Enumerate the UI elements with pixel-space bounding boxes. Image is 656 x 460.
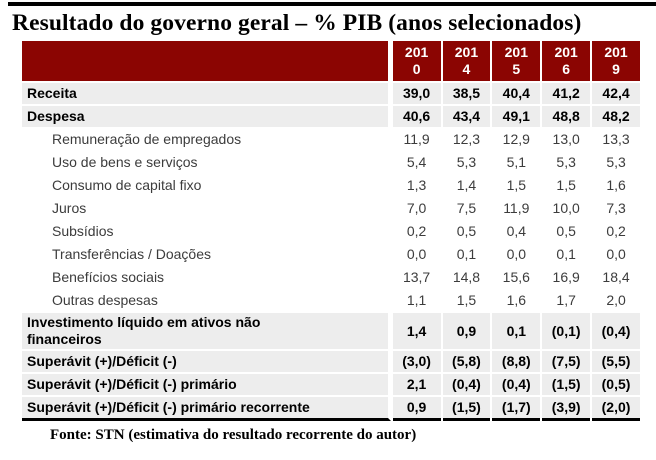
value-cell-2016: (1,5) bbox=[542, 374, 590, 395]
fiscal-results-table bbox=[20, 39, 642, 423]
table-row bbox=[22, 152, 640, 173]
table-row bbox=[22, 290, 640, 311]
row-label-line: Superávit (+)/Déficit (-) primário bbox=[27, 376, 237, 392]
value-cell-2015: 0,1 bbox=[492, 313, 540, 349]
value-cell-2016: 0,1 bbox=[556, 246, 576, 262]
value-cell-2016: 10,0 bbox=[552, 200, 580, 216]
value-cell-2014: 1,4 bbox=[456, 177, 477, 193]
row-label bbox=[22, 152, 391, 173]
value-cell-2019: (2,0) bbox=[592, 397, 640, 421]
value-cell-2015: 1,6 bbox=[506, 292, 527, 308]
year-header-line: 6 bbox=[562, 61, 571, 77]
row-label-line: Benefícios sociais bbox=[52, 269, 165, 285]
row-label bbox=[22, 267, 391, 288]
row-label bbox=[22, 290, 391, 311]
table-row bbox=[22, 106, 640, 127]
year-column-header-2019 bbox=[592, 41, 640, 81]
year-column-header-2015 bbox=[492, 41, 540, 81]
value-cell-2014: 38,5 bbox=[443, 83, 491, 104]
value-cell-2010: 1,1 bbox=[406, 292, 427, 308]
value-cell-2019: 1,6 bbox=[606, 177, 626, 193]
value-cell-2019: 0,0 bbox=[606, 246, 626, 262]
table-row bbox=[22, 129, 640, 150]
value-cell-2014: (0,4) bbox=[443, 374, 491, 395]
table-row bbox=[22, 351, 640, 372]
value-cell-2014: 14,8 bbox=[452, 269, 481, 285]
value-cell-2016: 41,2 bbox=[542, 83, 590, 104]
value-cell-2019: 13,3 bbox=[602, 131, 630, 147]
row-label-line: Uso de bens e serviços bbox=[52, 154, 198, 170]
value-cell-2014: (1,5) bbox=[443, 397, 491, 421]
row-label bbox=[22, 175, 391, 196]
year-column-header-2014 bbox=[443, 41, 491, 81]
table-row bbox=[22, 374, 640, 395]
value-cell-2015: 0,0 bbox=[506, 246, 527, 262]
value-cell-2016: 1,5 bbox=[556, 177, 576, 193]
row-label bbox=[22, 106, 391, 127]
value-cell-2010: 1,3 bbox=[406, 177, 427, 193]
row-label bbox=[22, 221, 391, 242]
value-cell-2019: (5,5) bbox=[592, 351, 640, 372]
value-cell-2016: (7,5) bbox=[542, 351, 590, 372]
value-cell-2010: 0,9 bbox=[393, 397, 441, 421]
value-cell-2015: 0,4 bbox=[506, 223, 527, 239]
year-header-line: 5 bbox=[512, 61, 521, 77]
row-label-line: Investimento líquido em ativos não bbox=[27, 314, 261, 330]
value-cell-2014: 12,3 bbox=[452, 131, 481, 147]
row-label-line: Juros bbox=[52, 200, 87, 216]
value-cell-2010: 13,7 bbox=[402, 269, 431, 285]
value-cell-2010: 1,4 bbox=[393, 313, 441, 349]
row-label-line: Subsídios bbox=[52, 223, 114, 239]
row-label-line: Superávit (+)/Déficit (-) primário recorrente bbox=[27, 399, 310, 415]
value-cell-2019: (0,4) bbox=[592, 313, 640, 349]
year-header-row bbox=[22, 41, 640, 81]
value-cell-2014: (5,8) bbox=[443, 351, 491, 372]
row-label bbox=[22, 83, 391, 104]
table-row bbox=[22, 221, 640, 242]
year-header-line: 201 bbox=[454, 44, 479, 60]
value-cell-2016: 13,0 bbox=[552, 131, 580, 147]
value-cell-2015: 40,4 bbox=[492, 83, 540, 104]
value-cell-2019: 42,4 bbox=[592, 83, 640, 104]
value-cell-2014: 1,5 bbox=[456, 292, 477, 308]
value-cell-2015: (1,7) bbox=[492, 397, 540, 421]
value-cell-2014: 7,5 bbox=[456, 200, 477, 216]
value-cell-2019: 18,4 bbox=[602, 269, 630, 285]
table-row bbox=[22, 198, 640, 219]
value-cell-2016: 0,5 bbox=[556, 223, 576, 239]
row-label bbox=[22, 397, 391, 421]
value-cell-2019: 2,0 bbox=[606, 292, 626, 308]
value-cell-2010: (3,0) bbox=[393, 351, 441, 372]
value-cell-2016: 5,3 bbox=[556, 154, 576, 170]
row-label bbox=[22, 129, 391, 150]
value-cell-2016: 16,9 bbox=[552, 269, 580, 285]
value-cell-2016: (0,1) bbox=[542, 313, 590, 349]
value-cell-2010: 40,6 bbox=[393, 106, 441, 127]
value-cell-2014: 0,9 bbox=[443, 313, 491, 349]
row-label-line: Remuneração de empregados bbox=[52, 131, 242, 147]
table-corner-cell bbox=[22, 41, 391, 81]
value-cell-2014: 43,4 bbox=[443, 106, 491, 127]
row-label-line: Superávit (+)/Déficit (-) bbox=[27, 353, 177, 369]
row-label-line: Despesa bbox=[27, 108, 85, 124]
row-label bbox=[22, 374, 391, 395]
value-cell-2016: 48,8 bbox=[542, 106, 590, 127]
value-cell-2019: 5,3 bbox=[606, 154, 626, 170]
row-label-line: Consumo de capital fixo bbox=[52, 177, 202, 193]
value-cell-2010: 0,0 bbox=[406, 246, 427, 262]
table-row bbox=[22, 397, 640, 421]
value-cell-2010: 11,9 bbox=[403, 131, 430, 147]
value-cell-2015: 1,5 bbox=[506, 177, 527, 193]
value-cell-2014: 0,5 bbox=[456, 223, 477, 239]
row-label bbox=[22, 198, 391, 219]
value-cell-2016: (3,9) bbox=[542, 397, 590, 421]
year-header-line: 9 bbox=[612, 61, 620, 77]
value-cell-2015: (8,8) bbox=[492, 351, 540, 372]
value-cell-2010: 5,4 bbox=[406, 154, 427, 170]
year-header-line: 0 bbox=[412, 61, 421, 77]
value-cell-2019: 0,2 bbox=[606, 223, 626, 239]
value-cell-2010: 7,0 bbox=[406, 200, 427, 216]
value-cell-2015: 12,9 bbox=[502, 131, 530, 147]
top-border-line bbox=[8, 2, 656, 6]
value-cell-2015: (0,4) bbox=[492, 374, 540, 395]
source-note: Fonte: STN (estimativa do resultado recorrente do autor) bbox=[50, 427, 417, 443]
value-cell-2014: 0,1 bbox=[456, 246, 477, 262]
value-cell-2015: 11,9 bbox=[503, 200, 530, 216]
year-column-header-2010 bbox=[393, 41, 441, 81]
value-cell-2010: 0,2 bbox=[406, 223, 427, 239]
value-cell-2015: 15,6 bbox=[502, 269, 530, 285]
value-cell-2014: 5,3 bbox=[456, 154, 477, 170]
year-header-line: 201 bbox=[504, 44, 528, 60]
value-cell-2019: (0,5) bbox=[592, 374, 640, 395]
year-header-line: 201 bbox=[404, 44, 429, 60]
page-title: Resultado do governo geral – % PIB (anos selecionados) bbox=[12, 10, 582, 36]
table-row bbox=[22, 313, 640, 349]
row-label bbox=[22, 313, 391, 349]
year-header-line: 4 bbox=[462, 61, 471, 77]
row-label-line: Outras despesas bbox=[52, 292, 158, 308]
row-label-line: Receita bbox=[27, 85, 77, 101]
row-label-line: financeiros bbox=[27, 331, 102, 347]
value-cell-2015: 5,1 bbox=[506, 154, 527, 170]
value-cell-2016: 1,7 bbox=[556, 292, 576, 308]
table-row bbox=[22, 175, 640, 196]
year-header-line: 201 bbox=[604, 44, 628, 60]
table-row bbox=[22, 267, 640, 288]
value-cell-2019: 7,3 bbox=[606, 200, 626, 216]
row-label bbox=[22, 244, 391, 265]
value-cell-2015: 49,1 bbox=[492, 106, 540, 127]
value-cell-2010: 2,1 bbox=[393, 374, 441, 395]
table-row bbox=[22, 244, 640, 265]
row-label bbox=[22, 351, 391, 372]
value-cell-2019: 48,2 bbox=[592, 106, 640, 127]
value-cell-2010: 39,0 bbox=[393, 83, 441, 104]
year-header-line: 201 bbox=[554, 44, 578, 60]
year-column-header-2016 bbox=[542, 41, 590, 81]
row-label-line: Transferências / Doações bbox=[52, 246, 211, 262]
table-row bbox=[22, 83, 640, 104]
